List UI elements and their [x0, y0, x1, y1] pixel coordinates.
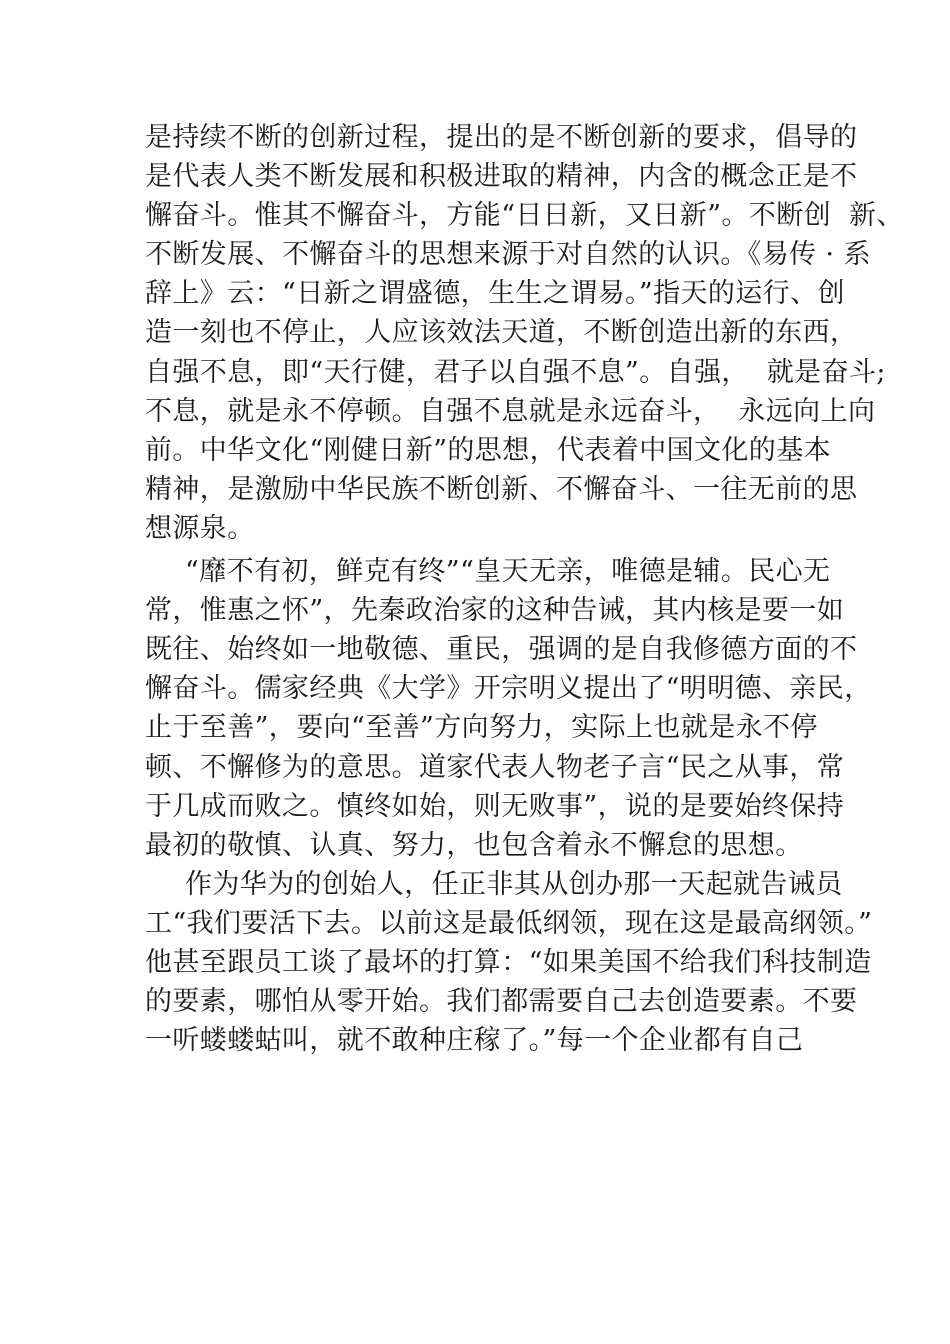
text-line: 工“我们要活下去。以前这是最低纲领，现在这是最高纲领。” — [145, 907, 873, 939]
text-line: 止于至善”，要向“至善”方向努力，实际上也就是永不停 — [145, 712, 818, 744]
text-line: 精神，是激励中华民族不断创新、不懈奋斗、一往无前的思 — [145, 473, 858, 505]
paragraph-2 — [145, 552, 872, 865]
text-line: 的要素，哪怕从零开始。我们都需要自己去创造要素。不要 — [145, 986, 858, 1018]
paragraph-1 — [145, 118, 904, 548]
text-line: 常，惟惠之怀”，先秦政治家的这种告诫，其内核是要一如 — [145, 595, 845, 627]
text-line: 懈奋斗。儒家经典《大学》开宗明义提出了“明明德、亲民， — [145, 673, 872, 705]
text-line: 不断发展、不懈奋斗的思想来源于对自然的认识。《易传 · 系 — [145, 239, 871, 271]
text-line: 想源泉。 — [145, 512, 255, 544]
text-line: 作为华为的创始人，任正非其从创办那一天起就告诫员 — [185, 868, 843, 900]
text-line: 自强不息，即“天行健，君子以自强不息”。自强， 就是奋斗; — [145, 356, 886, 388]
text-line: 前。中华文化“刚健日新”的思想，代表着中国文化的基本 — [145, 434, 832, 466]
text-line: 造一刻也不停止，人应该效法天道，不断创造出新的东西， — [145, 317, 858, 349]
text-line: 不息，就是永不停顿。自强不息就是永远奋斗， 永远向上向 — [145, 395, 876, 427]
text-line: 顿、不懈修为的意思。道家代表人物老子言“民之从事，常 — [145, 751, 845, 783]
text-line: 一听蝼蝼蛄叫，就不敢种庄稼了。”每一个企业都有自己 — [145, 1025, 804, 1057]
paragraph-3 — [145, 865, 873, 1060]
text-line: 他甚至跟员工谈了最坏的打算：“如果美国不给我们科技制造 — [145, 946, 872, 978]
text-line: 是代表人类不断发展和积极进取的精神，内含的概念正是不 — [145, 161, 858, 193]
document-body — [145, 118, 904, 1060]
text-line: 既往、始终如一地敬德、重民，强调的是自我修德方面的不 — [145, 634, 858, 666]
text-line: 是持续不断的创新过程，提出的是不断创新的要求，倡导的 — [145, 122, 858, 153]
text-line: “靡不有初，鲜克有终”“皇天无亲，唯德是辅。民心无 — [185, 556, 831, 588]
text-line: 最初的敬慎、认真、努力，也包含着永不懈怠的思想。 — [145, 829, 803, 861]
text-line: 辞上》云：“日新之谓盛德，生生之谓易。”指天的运行、创 — [145, 278, 845, 310]
text-line: 于几成而败之。慎终如始，则无败事”，说的是要始终保持 — [145, 790, 845, 822]
text-line: 懈奋斗。惟其不懈奋斗，方能“日日新，又日新”。不断创 新、 — [145, 200, 904, 232]
